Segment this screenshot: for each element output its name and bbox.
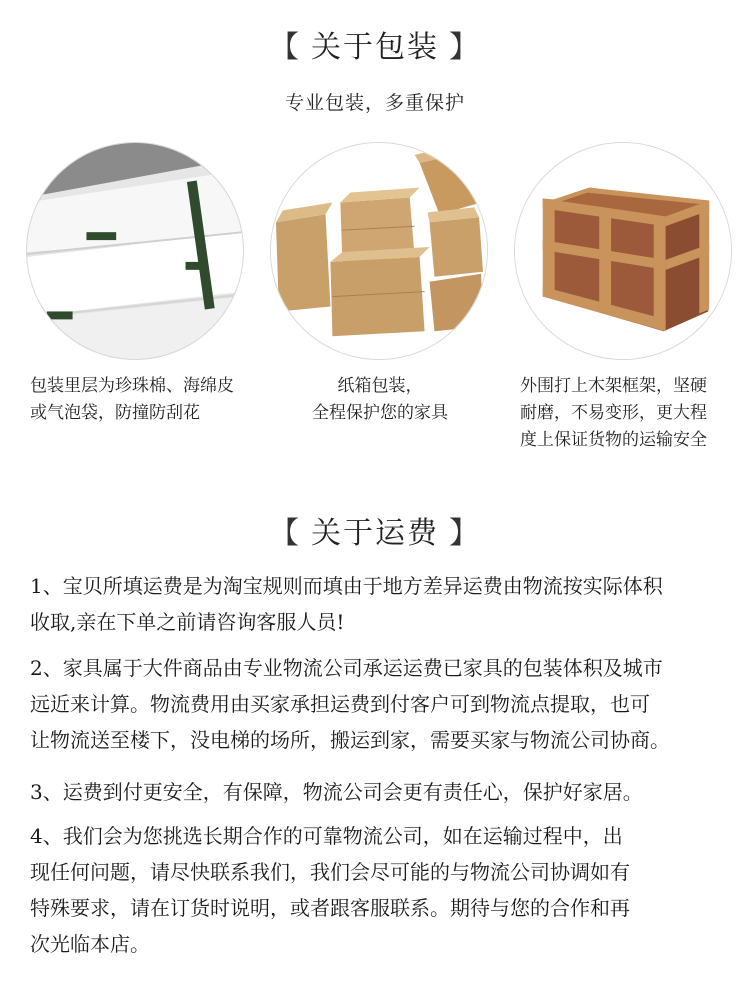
wooden-crate-icon (515, 143, 731, 359)
packaging-subtitle: 专业包装，多重保护 (284, 92, 465, 114)
caption-line: 或气泡袋，防撞防刮花 (30, 403, 200, 423)
caption-carton (290, 373, 470, 427)
para-line: 4、我们会为您挑选长期合作的可靠物流公司，如在运输过程中，出 (30, 824, 623, 848)
bracket-left: 【 (269, 516, 301, 551)
shipping-paragraph-4 (30, 818, 730, 962)
para-line: 3、运费到付更安全，有保障，物流公司会更有责任心，保护好家居。 (30, 780, 643, 804)
para-line: 2、家具属于大件商品由专业物流公司承运运费已家具的包装体积及城市 (30, 656, 663, 680)
bracket-right: 】 (449, 30, 481, 65)
shipping-title: 关于运费 (311, 516, 439, 551)
para-line: 1、宝贝所填运费是为淘宝规则而填由于地方差异运费由物流按实际体积 (30, 574, 663, 598)
caption-line: 纸箱包装， (337, 376, 423, 396)
caption-foam (30, 373, 260, 427)
foam-wrap-icon (27, 143, 243, 359)
carton-boxes-image (270, 142, 488, 360)
foam-wrap-image (26, 142, 244, 360)
para-line: 收取,亲在下单之前请咨询客服人员! (30, 610, 345, 634)
shipping-paragraph-1 (30, 568, 730, 640)
caption-line: 度上保证货物的运输安全 (520, 430, 707, 450)
para-line: 远近来计算。物流费用由买家承担运费到付客户可到物流点提取，也可 (30, 692, 650, 716)
para-line: 让物流送至楼下，没电梯的场所，搬运到家，需要买家与物流公司协商。 (30, 728, 670, 752)
para-line: 次光临本店。 (30, 932, 150, 956)
carton-boxes-icon (271, 143, 487, 359)
shipping-paragraph-3 (30, 774, 730, 810)
para-line: 特殊要求，请在订货时说明，或者跟客服联系。期待与您的合作和再 (30, 896, 630, 920)
caption-line: 外围打上木架框架，坚硬 (520, 376, 707, 396)
bracket-right: 】 (449, 516, 481, 551)
packaging-title: 关于包装 (311, 30, 439, 65)
wooden-crate-image (514, 142, 732, 360)
packaging-heading (0, 22, 750, 66)
para-line: 现任何问题，请尽快联系我们，我们会尽可能的与物流公司协调如有 (30, 860, 630, 884)
shipping-paragraph-2 (30, 650, 730, 758)
caption-line: 全程保护您的家具 (312, 403, 448, 423)
caption-crate (520, 373, 730, 454)
shipping-heading (0, 508, 750, 552)
caption-line: 耐磨，不易变形，更大程 (520, 403, 707, 423)
caption-line: 包装里层为珍珠棉、海绵皮 (30, 376, 234, 396)
bracket-left: 【 (269, 30, 301, 65)
